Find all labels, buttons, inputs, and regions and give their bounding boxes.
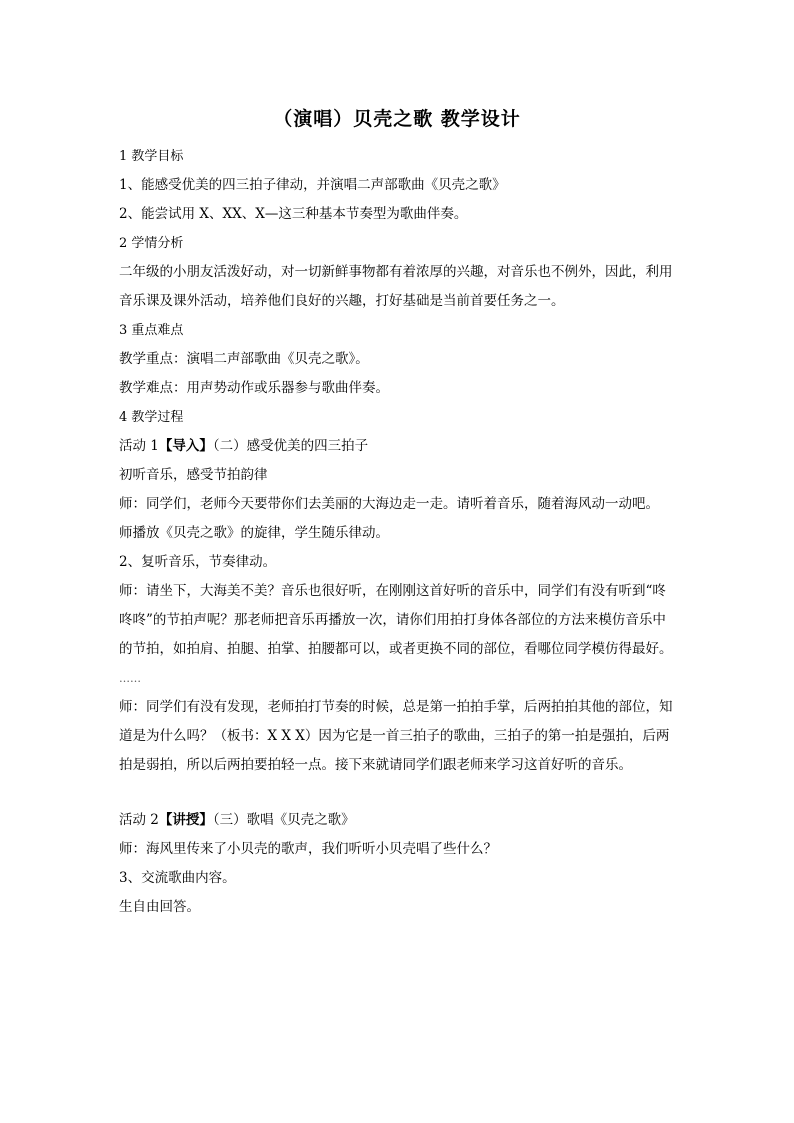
document-body bbox=[119, 142, 679, 922]
activity-1-tag: 【导入】 bbox=[158, 438, 213, 454]
activity-paragraph: 师：同学们有没有发现，老师拍打节奏的时候，总是第一拍拍手掌，后两拍拍其他的部位，知道是为什么吗？（板书：X X X）因为它是一首三拍子的歌曲，三拍子的第一拍是强拍，后两拍是弱拍，所以后两拍要拍轻一点。接下来就请同学们跟老师来学习这首好听的音乐。 bbox=[119, 699, 673, 773]
ellipsis: …… bbox=[119, 672, 141, 685]
activity-paragraph: 2、复听音乐，节奏律动。 bbox=[119, 554, 277, 570]
section-heading-key-points: 3 重点难点 bbox=[119, 323, 184, 338]
activity-paragraph: 师：海风里传来了小贝壳的歌声，我们听听小贝壳唱了些什么？ bbox=[119, 841, 497, 857]
activity-1-suffix: （二）感受优美的四三拍子 bbox=[212, 438, 369, 454]
section-heading-goals: 1 教学目标 bbox=[119, 149, 184, 164]
activity-paragraph: 师：同学们，老师今天要带你们去美丽的大海边走一走。请听着音乐，随着海风动一动吧。 bbox=[119, 496, 659, 512]
difficult-point: 教学难点：用声势动作或乐器参与歌曲伴奏。 bbox=[119, 380, 389, 396]
activity-paragraph: 初听音乐，感受节拍韵律 bbox=[119, 467, 268, 483]
analysis-paragraph: 二年级的小朋友活泼好动，对一切新鲜事物都有着浓厚的兴趣，对音乐也不例外，因此，利用音乐课及课外活动，培养他们良好的兴趣，打好基础是当前首要任务之一。 bbox=[119, 264, 673, 309]
section-heading-process: 4 教学过程 bbox=[119, 410, 184, 425]
activity-paragraph: 师：请坐下，大海美不美？音乐也很好听，在刚刚这首好听的音乐中，同学们有没有听到“咚咚咚”的节拍声呢？那老师把音乐再播放一次，请你们用拍打身体各部位的方法来模仿音乐中的节拍，如拍肩、拍腿、拍掌、拍腰都可以，或者更换不同的部位，看哪位同学模仿得最好。 bbox=[119, 583, 673, 657]
activity-2-prefix: 活动 2 bbox=[119, 812, 159, 828]
activity-1-heading bbox=[119, 432, 679, 461]
activity-paragraph: 生自由回答。 bbox=[119, 899, 200, 915]
goal-item: 1、能感受优美的四三拍子律动，并演唱二声部歌曲《贝壳之歌》 bbox=[119, 177, 506, 193]
section-heading-analysis: 2 学情分析 bbox=[119, 236, 184, 251]
activity-2-heading bbox=[119, 806, 679, 835]
activity-paragraph: 3、交流歌曲内容。 bbox=[119, 870, 236, 886]
goal-item: 2、能尝试用 X、XX、X—这三种基本节奏型为歌曲伴奏。 bbox=[119, 206, 468, 222]
activity-1-prefix: 活动 1 bbox=[119, 438, 159, 454]
activity-2-tag: 【讲授】 bbox=[158, 812, 213, 828]
activity-paragraph: 师播放《贝壳之歌》的旋律，学生随乐律动。 bbox=[119, 525, 389, 541]
document-title: （演唱）贝壳之歌 教学设计 bbox=[273, 108, 521, 130]
activity-2-suffix: （三）歌唱《贝壳之歌》 bbox=[212, 812, 355, 828]
key-point: 教学重点：演唱二声部歌曲《贝壳之歌》。 bbox=[119, 351, 369, 367]
spacer bbox=[119, 780, 679, 806]
